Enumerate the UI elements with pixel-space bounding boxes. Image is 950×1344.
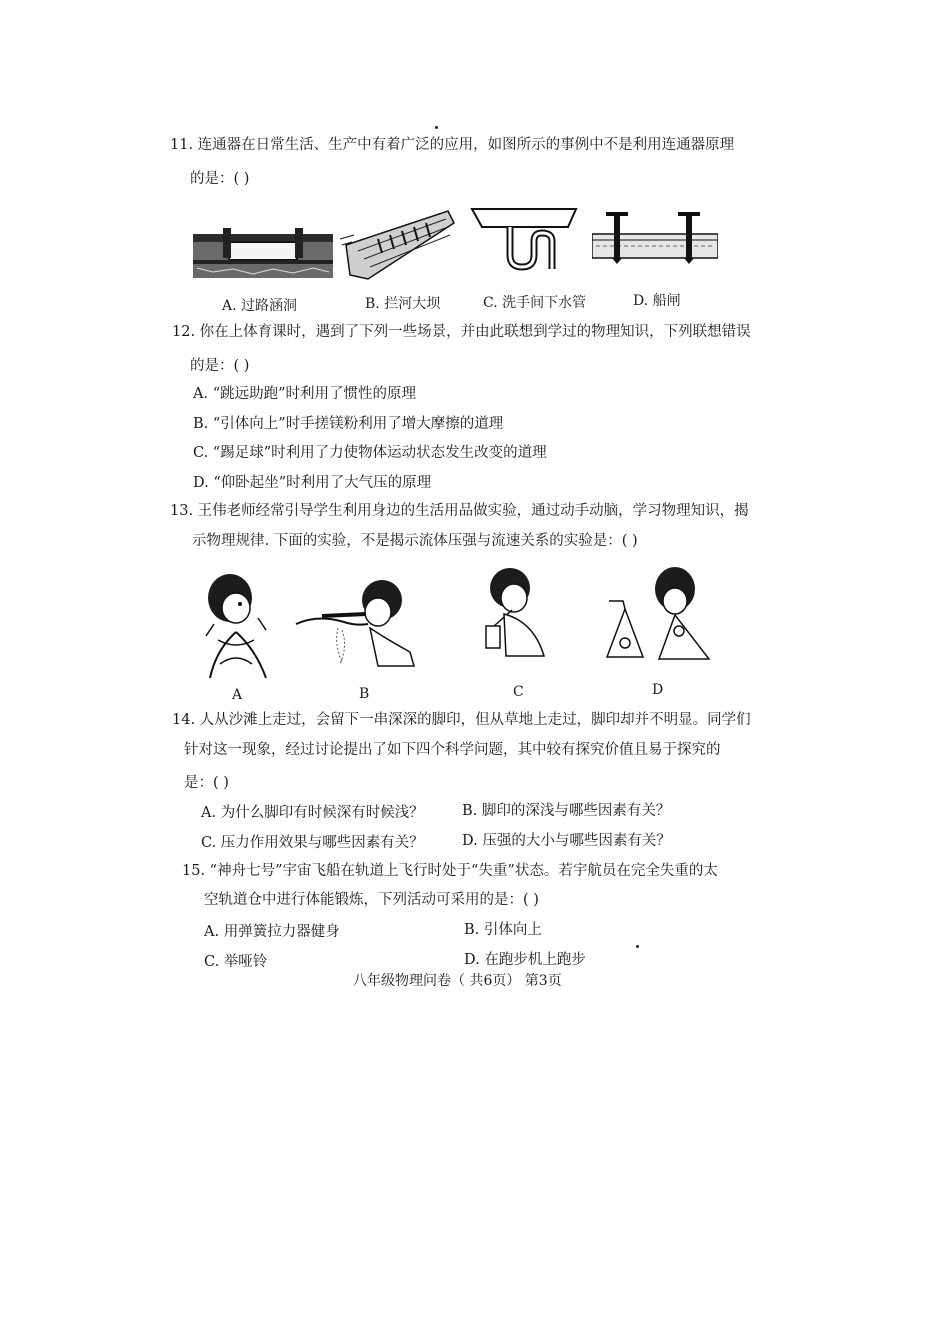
q11-caption-c: C. 洗手间下水管 [483, 295, 587, 311]
q12-text-line-1: 12. 你在上体育课时，遇到了下列一些场景，并由此联想到学过的物理知识，下列联想错误 [172, 324, 751, 340]
q14-text-line-1: 14. 人从沙滩上走过，会留下一串深深的脚印，但从草地上走过，脚印却并不明显。同学们 [172, 712, 751, 728]
q15-option-d: D. 在跑步机上跑步 [464, 952, 586, 968]
q13-text-line-1: 13. 王伟老师经常引导学生利用身边的生活用品做实验，通过动手动脑，学习物理知识，揭 [170, 503, 749, 519]
q11-text-line-1: 11. 连通器在日常生活、生产中有着广泛的应用，如图所示的事例中不是利用连通器原理 [170, 137, 735, 153]
q13-figure-c [478, 566, 550, 658]
q14-option-b: B. 脚印的深浅与哪些因素有关？ [462, 803, 671, 819]
q11-figure-sink-pipe [470, 205, 580, 273]
q15-option-b: B. 引体向上 [464, 922, 542, 938]
q13-caption-b: B [359, 686, 370, 702]
q13-caption-a: A [232, 687, 243, 703]
q12-option-c: C. “踢足球”时利用了力使物体运动状态发生改变的道理 [193, 445, 547, 461]
q15-text-line-1: 15. “神舟七号”宇宙飞船在轨道上飞行时处于“失重”状态。若宇航员在完全失重的太 [182, 863, 718, 879]
q12-option-b: B. “引体向上”时手搓镁粉利用了增大摩擦的道理 [193, 416, 504, 432]
q12-option-d: D. “仰卧起坐”时利用了大气压的原理 [193, 475, 432, 491]
page-footer: 八年级物理问卷（ 共6页） 第3页 [353, 973, 562, 989]
q11-caption-a: A. 过路涵洞 [222, 298, 298, 314]
q11-figure-ship-lock [592, 210, 718, 266]
q13-figure-b [292, 578, 420, 670]
q15-option-a: A. 用弹簧拉力器健身 [204, 924, 340, 940]
q11-text-line-2: 的是：( ) [190, 171, 250, 187]
q14-option-c: C. 压力作用效果与哪些因素有关？ [201, 835, 424, 851]
q13-caption-c: C [513, 684, 524, 700]
q13-caption-d: D [652, 682, 664, 698]
q14-option-d: D. 压强的大小与哪些因素有关？ [462, 833, 671, 849]
q12-option-a: A. “跳远助跑”时利用了惯性的原理 [193, 386, 417, 402]
q14-text-line-2: 针对这一现象，经过讨论提出了如下四个科学问题，其中较有探究价值且易于探究的 [184, 742, 721, 758]
q13-figure-d [603, 565, 715, 667]
speck [636, 945, 639, 948]
q15-option-c: C. 举哑铃 [204, 954, 268, 970]
q13-figure-a [196, 570, 276, 685]
q11-figure-culvert [193, 222, 333, 280]
q11-figure-dam [338, 205, 456, 283]
q12-text-line-2: 的是：( ) [190, 358, 250, 374]
q11-caption-b: B. 拦河大坝 [365, 296, 441, 312]
q14-text-line-3: 是：( ) [184, 775, 229, 791]
q15-text-line-2: 空轨道仓中进行体能锻炼，下列活动可采用的是：( ) [204, 892, 539, 908]
q14-option-a: A. 为什么脚印有时候深有时候浅？ [201, 805, 424, 821]
speck [435, 126, 438, 129]
q11-caption-d: D. 船闸 [633, 293, 681, 309]
q13-text-line-2: 示物理规律. 下面的实验，不是揭示流体压强与流速关系的实验是：( ) [192, 533, 638, 549]
